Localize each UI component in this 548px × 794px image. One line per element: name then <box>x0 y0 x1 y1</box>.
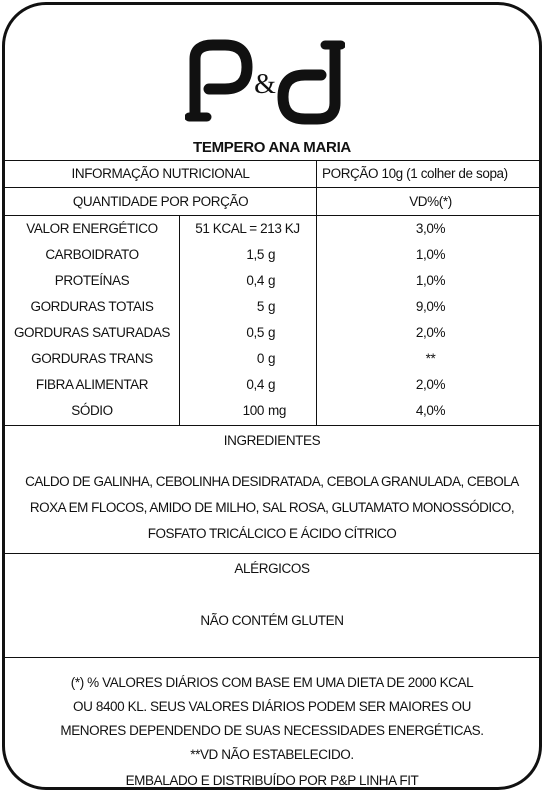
brand-logo <box>185 37 345 127</box>
nutrient-name: PROTEÍNAS <box>54 273 130 288</box>
nutrient-vd: 2,0% <box>415 377 446 392</box>
nutrient-name: FIBRA ALIMENTAR <box>35 377 149 392</box>
nutrient-amount: 51 KCAL = 213 KJ <box>195 221 300 236</box>
column-divider <box>179 215 180 425</box>
table-top-border <box>5 160 539 161</box>
column-divider <box>316 160 317 187</box>
nutrient-name: SÓDIO <box>71 403 113 418</box>
portion-label: PORÇÃO <box>322 166 379 181</box>
nutrition-label <box>2 2 542 790</box>
nutrient-name: GORDURAS SATURADAS <box>13 325 171 340</box>
product-title: TEMPERO ANA MARIA <box>193 139 351 156</box>
section-divider <box>5 553 539 554</box>
nutrient-vd: 3,0% <box>415 221 446 236</box>
nutrient-unit: g <box>268 299 276 314</box>
quantity-label: QUANTIDADE POR PORÇÃO <box>72 194 249 209</box>
nutrient-vd: 2,0% <box>415 325 446 340</box>
footnote-line: **VD NÃO ESTABELECIDO. <box>190 747 354 762</box>
allergens-text: NÃO CONTÉM GLUTEN <box>200 613 344 628</box>
ingredients-text: CALDO DE GALINHA, CEBOLINHA DESIDRATADA, CEBOLA GRANULADA, CEBOLA ROXA EM FLOCOS, AMIDO DE MILHO, SAL ROSA, GLUTAMATO MONOSSÓDICO, FOSFATO TRICÁLCICO E ÁCIDO CÍTRICO <box>25 474 519 541</box>
allergens-heading: ALÉRGICOS <box>234 561 310 576</box>
nutrient-vd: 1,0% <box>415 273 446 288</box>
nutrient-amount: 0 <box>256 351 264 366</box>
nutrient-unit: g <box>268 273 276 288</box>
footnote-line: OU 8400 KL. SEUS VALORES DIÁRIOS PODEM SER MAIORES OU <box>73 699 471 714</box>
portion-cell <box>322 166 508 181</box>
nutrient-name: VALOR ENERGÉTICO <box>26 221 158 236</box>
nutrient-vd: 4,0% <box>415 403 446 418</box>
vd-label: VD%(*) <box>409 194 452 209</box>
table-divider <box>5 425 539 426</box>
nutrient-vd: ** <box>425 351 436 366</box>
ingredients-heading: INGREDIENTES <box>223 433 321 448</box>
nutrient-amount: 1,5 <box>246 247 264 262</box>
nutrient-name: CARBOIDRATO <box>45 247 139 262</box>
nutrient-unit: g <box>268 325 276 340</box>
info-label: INFORMAÇÃO NUTRICIONAL <box>71 166 250 181</box>
nutrient-unit: g <box>268 247 276 262</box>
nutrient-amount: 0,4 <box>246 377 264 392</box>
nutrient-unit: g <box>268 377 276 392</box>
nutrient-amount: 100 <box>242 403 264 418</box>
footnote-line: (*) % VALORES DIÁRIOS COM BASE EM UMA DIETA DE 2000 KCAL <box>70 675 474 690</box>
nutrient-unit: g <box>268 351 276 366</box>
nutrient-amount: 0,4 <box>246 273 264 288</box>
table-divider <box>5 187 539 188</box>
table-divider <box>5 215 539 216</box>
footnote-line: MENORES DEPENDENDO DE SUAS NECESSIDADES ENERGÉTICAS. <box>60 723 484 738</box>
packaged-by: EMBALADO E DISTRIBUÍDO POR P&P LINHA FIT <box>125 773 419 788</box>
portion-value: 10g (1 colher de sopa) <box>381 166 508 181</box>
nutrient-unit: mg <box>268 403 286 418</box>
brand-ampersand: & <box>254 69 276 100</box>
nutrient-amount: 0,5 <box>246 325 264 340</box>
nutrient-name: GORDURAS TRANS <box>31 351 153 366</box>
footnote <box>25 671 519 767</box>
nutrient-amount: 5 <box>256 299 264 314</box>
section-divider <box>5 657 539 658</box>
nutrient-vd: 9,0% <box>415 299 446 314</box>
nutrient-vd: 1,0% <box>415 247 446 262</box>
nutrient-name: GORDURAS TOTAIS <box>30 299 154 314</box>
